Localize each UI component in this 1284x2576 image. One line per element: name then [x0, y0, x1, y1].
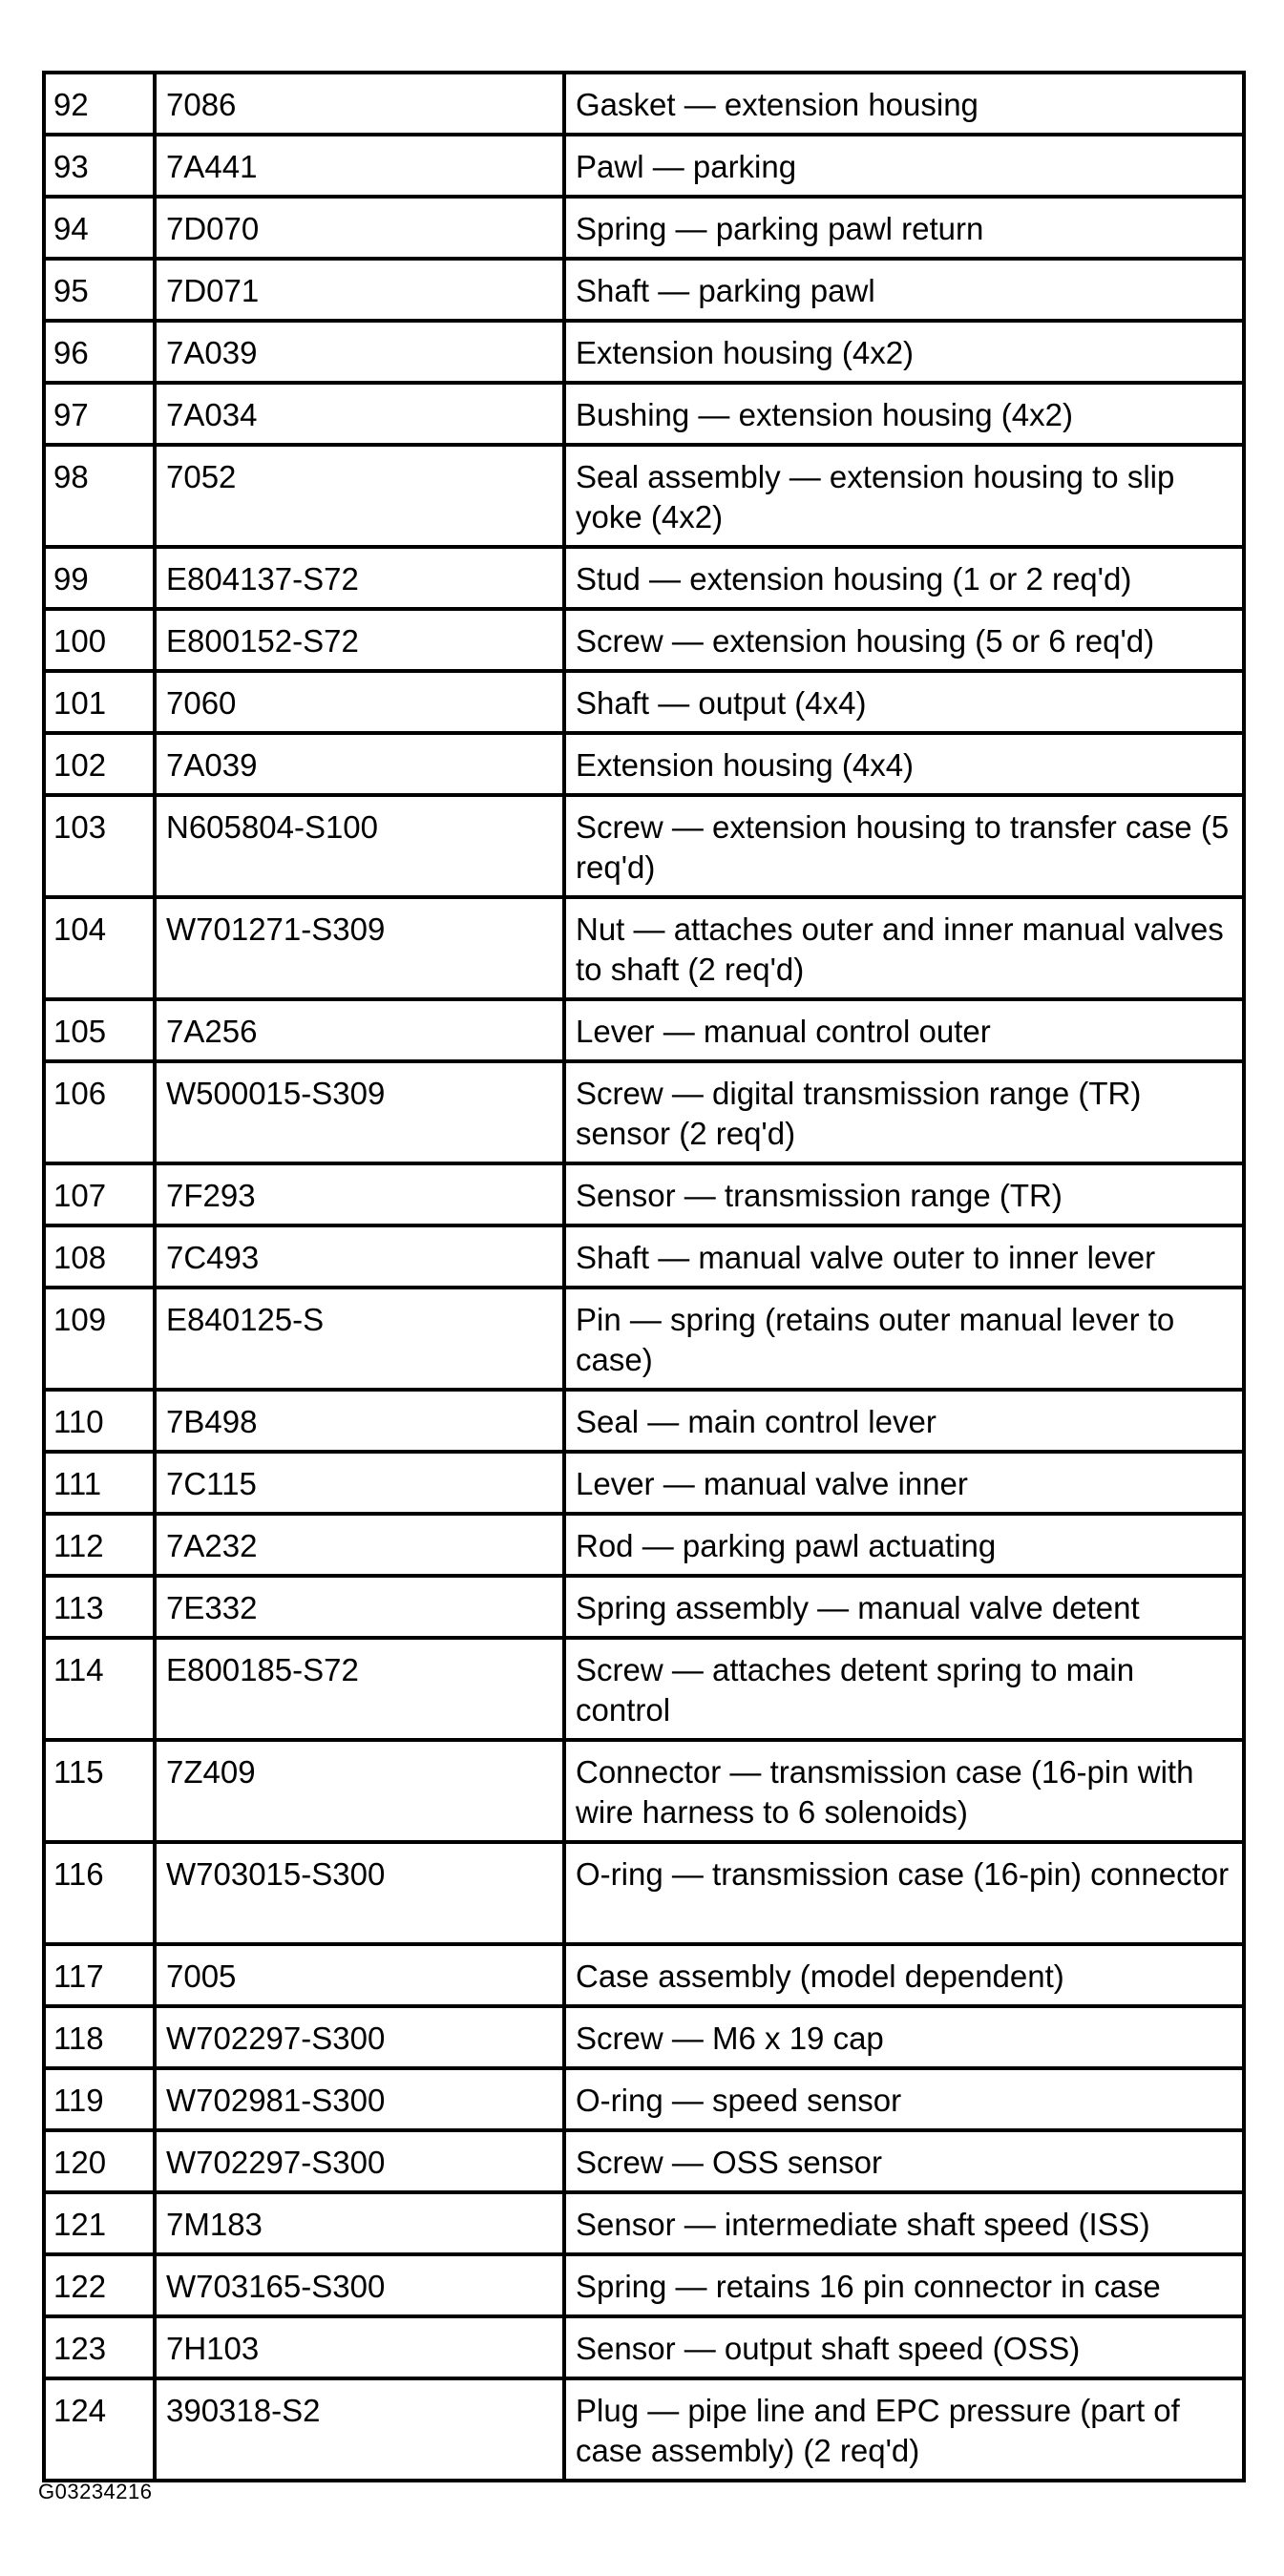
- part-description: Sensor — intermediate shaft speed (ISS): [564, 2192, 1244, 2254]
- item-number: 112: [44, 1514, 155, 1576]
- item-number: 111: [44, 1452, 155, 1514]
- table-row: [44, 2316, 1244, 2378]
- item-number: 110: [44, 1390, 155, 1452]
- table-row: [44, 73, 1244, 135]
- table-row: [44, 321, 1244, 383]
- part-number: 7E332: [155, 1576, 564, 1638]
- item-number: 107: [44, 1163, 155, 1225]
- item-number: 119: [44, 2068, 155, 2130]
- part-description: Bushing — extension housing (4x2): [564, 383, 1244, 445]
- table-row: [44, 1740, 1244, 1842]
- part-number: 7060: [155, 671, 564, 733]
- table-row: [44, 733, 1244, 795]
- item-number: 101: [44, 671, 155, 733]
- part-number: 7086: [155, 73, 564, 135]
- part-description: Nut — attaches outer and inner manual valves to shaft (2 req'd): [564, 897, 1244, 999]
- table-row: [44, 259, 1244, 321]
- part-number: 7A039: [155, 733, 564, 795]
- part-number: E804137-S72: [155, 547, 564, 609]
- part-number: E800152-S72: [155, 609, 564, 671]
- part-description: Sensor — transmission range (TR): [564, 1163, 1244, 1225]
- part-description: Extension housing (4x4): [564, 733, 1244, 795]
- part-number: W701271-S309: [155, 897, 564, 999]
- table-row: [44, 135, 1244, 197]
- part-number: W702297-S300: [155, 2130, 564, 2192]
- item-number: 100: [44, 609, 155, 671]
- item-number: 121: [44, 2192, 155, 2254]
- part-number: N605804-S100: [155, 795, 564, 897]
- part-description: Gasket — extension housing: [564, 73, 1244, 135]
- part-description: Screw — attaches detent spring to main control: [564, 1638, 1244, 1740]
- table-row: [44, 1514, 1244, 1576]
- part-number: W500015-S309: [155, 1061, 564, 1163]
- part-description: Rod — parking pawl actuating: [564, 1514, 1244, 1576]
- part-description: Seal assembly — extension housing to slip yoke (4x2): [564, 445, 1244, 547]
- part-number: 7A039: [155, 321, 564, 383]
- part-description: Spring — retains 16 pin connector in case: [564, 2254, 1244, 2316]
- table-row: [44, 547, 1244, 609]
- item-number: 116: [44, 1842, 155, 1944]
- part-description: Connector — transmission case (16-pin with wire harness to 6 solenoids): [564, 1740, 1244, 1842]
- table-row: [44, 2006, 1244, 2068]
- part-number: 7A256: [155, 999, 564, 1061]
- table-row: [44, 197, 1244, 259]
- part-description: Screw — M6 x 19 cap: [564, 2006, 1244, 2068]
- item-number: 118: [44, 2006, 155, 2068]
- figure-id: G03234216: [38, 2480, 153, 2503]
- part-number: 7A034: [155, 383, 564, 445]
- item-number: 124: [44, 2378, 155, 2481]
- part-description: Plug — pipe line and EPC pressure (part of case assembly) (2 req'd): [564, 2378, 1244, 2481]
- part-description: Screw — OSS sensor: [564, 2130, 1244, 2192]
- item-number: 103: [44, 795, 155, 897]
- parts-table: [42, 71, 1246, 2482]
- table-row: [44, 671, 1244, 733]
- item-number: 105: [44, 999, 155, 1061]
- item-number: 109: [44, 1288, 155, 1390]
- item-number: 96: [44, 321, 155, 383]
- table-row: [44, 1163, 1244, 1225]
- part-number: 7B498: [155, 1390, 564, 1452]
- table-row: [44, 2192, 1244, 2254]
- table-row: [44, 609, 1244, 671]
- part-description: Pin — spring (retains outer manual lever to case): [564, 1288, 1244, 1390]
- table-row: [44, 383, 1244, 445]
- part-number: W702297-S300: [155, 2006, 564, 2068]
- part-number: 390318-S2: [155, 2378, 564, 2481]
- table-row: [44, 2378, 1244, 2481]
- item-number: 98: [44, 445, 155, 547]
- item-number: 92: [44, 73, 155, 135]
- item-number: 108: [44, 1225, 155, 1288]
- table-row: [44, 1576, 1244, 1638]
- part-description: Shaft — output (4x4): [564, 671, 1244, 733]
- part-number: 7052: [155, 445, 564, 547]
- table-row: [44, 897, 1244, 999]
- item-number: 93: [44, 135, 155, 197]
- item-number: 115: [44, 1740, 155, 1842]
- part-description: Lever — manual valve inner: [564, 1452, 1244, 1514]
- part-number: E840125-S: [155, 1288, 564, 1390]
- part-description: Stud — extension housing (1 or 2 req'd): [564, 547, 1244, 609]
- part-number: 7A232: [155, 1514, 564, 1576]
- part-number: E800185-S72: [155, 1638, 564, 1740]
- parts-table-body: [44, 73, 1244, 2481]
- part-description: Shaft — parking pawl: [564, 259, 1244, 321]
- part-description: Case assembly (model dependent): [564, 1944, 1244, 2006]
- table-row: [44, 445, 1244, 547]
- item-number: 95: [44, 259, 155, 321]
- part-number: 7C493: [155, 1225, 564, 1288]
- table-row: [44, 2254, 1244, 2316]
- part-description: Extension housing (4x2): [564, 321, 1244, 383]
- part-description: O-ring — transmission case (16-pin) connector: [564, 1842, 1244, 1944]
- part-description: O-ring — speed sensor: [564, 2068, 1244, 2130]
- part-number: 7F293: [155, 1163, 564, 1225]
- table-row: [44, 999, 1244, 1061]
- part-description: Pawl — parking: [564, 135, 1244, 197]
- item-number: 114: [44, 1638, 155, 1740]
- part-number: 7C115: [155, 1452, 564, 1514]
- item-number: 104: [44, 897, 155, 999]
- table-row: [44, 1288, 1244, 1390]
- part-number: 7D070: [155, 197, 564, 259]
- part-number: 7D071: [155, 259, 564, 321]
- part-description: Screw — extension housing to transfer case (5 req'd): [564, 795, 1244, 897]
- table-row: [44, 1842, 1244, 1944]
- item-number: 122: [44, 2254, 155, 2316]
- item-number: 117: [44, 1944, 155, 2006]
- part-number: 7Z409: [155, 1740, 564, 1842]
- part-number: W703165-S300: [155, 2254, 564, 2316]
- part-number: 7005: [155, 1944, 564, 2006]
- table-row: [44, 1638, 1244, 1740]
- item-number: 99: [44, 547, 155, 609]
- part-number: W702981-S300: [155, 2068, 564, 2130]
- part-description: Spring — parking pawl return: [564, 197, 1244, 259]
- table-row: [44, 1452, 1244, 1514]
- part-description: Screw — extension housing (5 or 6 req'd): [564, 609, 1244, 671]
- item-number: 97: [44, 383, 155, 445]
- table-row: [44, 1061, 1244, 1163]
- table-row: [44, 1390, 1244, 1452]
- item-number: 120: [44, 2130, 155, 2192]
- item-number: 123: [44, 2316, 155, 2378]
- part-number: 7M183: [155, 2192, 564, 2254]
- table-row: [44, 795, 1244, 897]
- item-number: 106: [44, 1061, 155, 1163]
- item-number: 113: [44, 1576, 155, 1638]
- part-description: Lever — manual control outer: [564, 999, 1244, 1061]
- table-row: [44, 1225, 1244, 1288]
- part-description: Seal — main control lever: [564, 1390, 1244, 1452]
- part-description: Shaft — manual valve outer to inner lever: [564, 1225, 1244, 1288]
- part-number: 7H103: [155, 2316, 564, 2378]
- table-row: [44, 2068, 1244, 2130]
- part-number: W703015-S300: [155, 1842, 564, 1944]
- part-description: Screw — digital transmission range (TR) sensor (2 req'd): [564, 1061, 1244, 1163]
- part-description: Sensor — output shaft speed (OSS): [564, 2316, 1244, 2378]
- item-number: 102: [44, 733, 155, 795]
- table-row: [44, 2130, 1244, 2192]
- part-description: Spring assembly — manual valve detent: [564, 1576, 1244, 1638]
- part-number: 7A441: [155, 135, 564, 197]
- table-row: [44, 1944, 1244, 2006]
- item-number: 94: [44, 197, 155, 259]
